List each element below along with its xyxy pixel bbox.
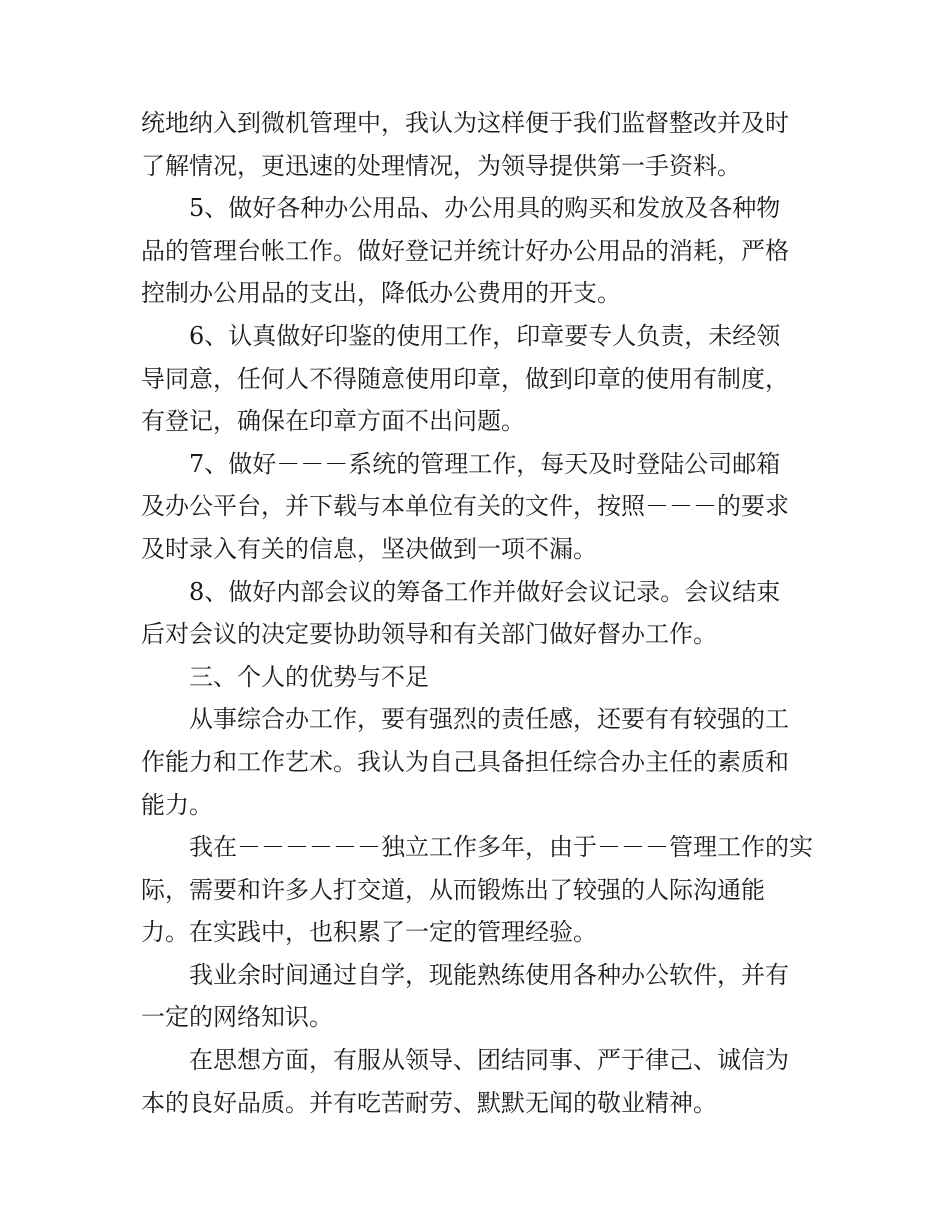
text-line: 际，需要和许多人打交道，从而锻炼出了较强的人际沟通能: [141, 875, 765, 904]
text-line: 及办公平台，并下载与本单位有关的文件，按照－－－的要求: [141, 492, 789, 521]
text-line: 控制办公用品的支出，降低办公费用的开支。: [141, 279, 621, 308]
text-line: 统地纳入到微机管理中，我认为这样便于我们监督整改并及时: [141, 109, 789, 137]
text-line: 7、做好－－－系统的管理工作，每天及时登陆公司邮箱: [189, 449, 781, 478]
text-line: 了解情况，更迅速的处理情况，为领导提供第一手资料。: [141, 151, 741, 180]
text-line: 品的管理台帐工作。做好登记并统计好办公用品的消耗，严格: [141, 236, 789, 265]
text-line: 在思想方面，有服从领导、团结同事、严于律己、诚信为: [189, 1046, 789, 1075]
text-line: 从事综合办工作，要有强烈的责任感，还要有有较强的工: [189, 705, 789, 734]
text-line: 后对会议的决定要协助领导和有关部门做好督办工作。: [141, 620, 717, 649]
text-line: 有登记，确保在印章方面不出问题。: [141, 407, 525, 436]
text-line: 导同意，任何人不得随意使用印章，做到印章的使用有制度，: [141, 364, 789, 393]
text-line: 5、做好各种办公用品、办公用具的购买和发放及各种物: [189, 194, 781, 223]
text-line: 及时录入有关的信息，坚决做到一项不漏。: [141, 534, 597, 563]
text-line: 能力。: [141, 790, 213, 819]
section-heading: 三、个人的优势与不足: [189, 662, 429, 691]
text-line: 6、认真做好印鉴的使用工作，印章要专人负责，未经领: [189, 321, 781, 350]
text-line: 我业余时间通过自学，现能熟练使用各种办公软件，并有: [189, 960, 789, 989]
text-line: 力。在实践中，也积累了一定的管理经验。: [141, 918, 597, 947]
text-line: 本的良好品质。并有吃苦耐劳、默默无闻的敬业精神。: [141, 1088, 717, 1117]
document-body: [141, 102, 813, 1124]
text-line: 我在－－－－－－独立工作多年，由于－－－管理工作的实: [189, 833, 813, 862]
text-line: 8、做好内部会议的筹备工作并做好会议记录。会议结束: [189, 577, 781, 606]
text-line: 一定的网络知识。: [141, 1003, 333, 1032]
text-line: 作能力和工作艺术。我认为自己具备担任综合办主任的素质和: [141, 747, 789, 776]
